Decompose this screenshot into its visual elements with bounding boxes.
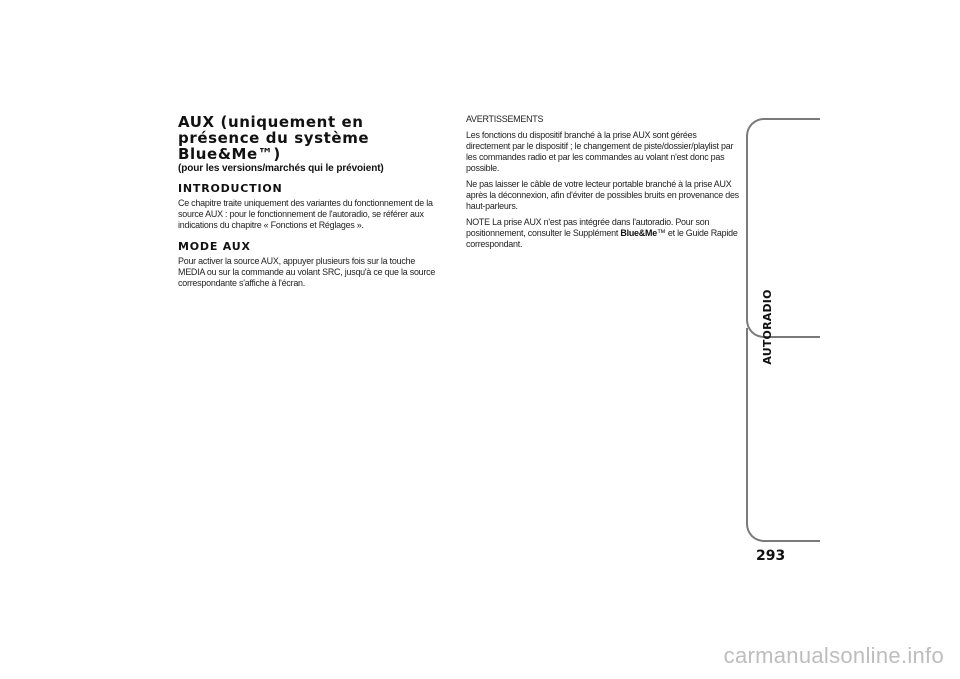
section-label: AUTORADIO <box>761 289 774 365</box>
note-paragraph <box>466 217 743 250</box>
warning-paragraph-1: Les fonctions du dispositif branché à la prise AUX sont gérées directement par le dispositif ; le changement de piste/dossier/playlist par les commandes radio et par les commandes au volant n'est donc pas possible. <box>466 130 734 174</box>
left-column <box>178 114 440 292</box>
warnings-label: AVERTISSEMENTS <box>466 114 544 125</box>
watermark: carmanualsonline.info <box>723 643 944 668</box>
right-column <box>466 114 744 255</box>
warning-paragraph-2: Ne pas laisser le câble de votre lecteur portable branché à la prise AUX après la déconnexion, afin d'éviter de possibles bruits en provenance des haut-parleurs. <box>466 179 739 212</box>
heading-mode-aux: MODE AUX <box>178 240 251 253</box>
page-subtitle: (pour les versions/marchés qui le prévoient) <box>178 163 384 174</box>
mode-aux-paragraph: Pour activer la source AUX, appuyer plusieurs fois sur la touche MEDIA ou sur la commande au volant SRC, jusqu'à ce que la source correspondante s'affiche à l'écran. <box>178 256 436 289</box>
section-tab-frame-lower <box>746 328 820 542</box>
page-number: 293 <box>756 548 786 564</box>
introduction-paragraph: Ce chapitre traite uniquement des variantes du fonctionnement de la source AUX : pour le fonctionnement de l'autoradio, se référer aux indications du chapitre « Fonctions et Réglages ». <box>178 198 433 231</box>
section-tab-frame <box>746 118 820 338</box>
note-text-end: ™ et le Guide Rapide correspondant. <box>466 228 738 250</box>
note-brand: Blue&Me <box>620 228 657 239</box>
note-text-start: NOTE La prise AUX n'est pas intégrée dans l'autoradio. Pour son positionnement, consulter le Supplément <box>466 217 710 239</box>
page-title: AUX (uniquement en présence du système Blue&Me™) <box>178 113 370 163</box>
heading-introduction: INTRODUCTION <box>178 182 283 195</box>
